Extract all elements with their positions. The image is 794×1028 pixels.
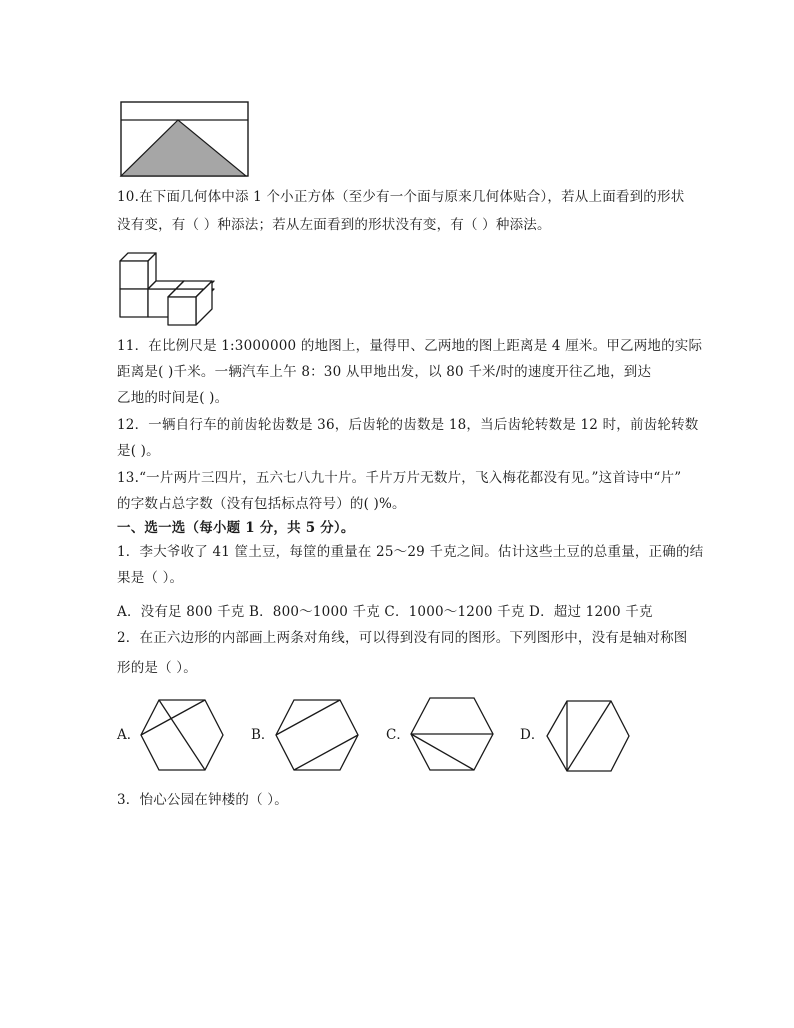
option-a-label: A．: [117, 727, 141, 743]
option-d-label: D．: [520, 727, 545, 743]
mc1-line1: 1．李大爷收了 41 筐土豆，每筐的重量在 25～29 千克之间。估计这些土豆的总重量，正确的结: [117, 544, 704, 560]
hexagon-option-c: [407, 694, 497, 774]
q10-line1: 10.在下面几何体中添 1 个小正方体（至少有一个面与原来几何体贴合），若从上面看到的形状: [117, 189, 685, 205]
q13-line1: 13.“一片两片三四片，五六七八九十片。千片万片无数片，飞入梅花都没有见。”这首诗中“片”: [117, 470, 682, 486]
q11-line3: 乙地的时间是( )。: [117, 390, 229, 406]
q11-line2: 距离是( )千米。一辆汽车上午 8：30 从甲地出发，以 80 千米/时的速度开往乙地，到达: [117, 364, 652, 380]
mc2-line2: 形的是（ ）。: [117, 660, 197, 676]
mc1-line2: 果是（ ）。: [117, 570, 184, 586]
q12-line2: 是( )。: [117, 443, 160, 459]
mc2-line1: 2．在正六边形的内部画上两条对角线，可以得到没有同的图形。下列图形中，没有是轴对称图: [117, 630, 688, 646]
rectangle-triangle-figure: [119, 100, 251, 180]
hexagon-option-a: [137, 696, 227, 774]
section-heading: 一、选一选（每小题 1 分，共 5 分）。: [117, 520, 355, 536]
q12-line1: 12．一辆自行车的前齿轮齿数是 36，后齿轮的齿数是 18，当后齿轮转数是 12 时，前齿轮转数: [117, 417, 699, 433]
cube-solid-figure: [114, 247, 218, 329]
q13-line2: 的字数占总字数（没有包括标点符号）的( )%。: [117, 496, 406, 512]
hexagon-option-b: [272, 696, 362, 774]
q11-line1: 11．在比例尺是 1:3000000 的地图上，量得甲、乙两地的图上距离是 4 厘米。甲乙两地的实际: [117, 338, 703, 354]
option-b-label: B．: [251, 727, 275, 743]
hexagon-option-d: [543, 697, 633, 775]
option-c-label: C．: [386, 727, 410, 743]
mc3-line1: 3．怡心公园在钟楼的（ ）。: [117, 792, 288, 808]
mc1-options: A．没有足 800 千克 B．800～1000 千克 C．1000～1200 千克 D．超过 1200 千克: [117, 604, 653, 620]
q10-line2: 没有变，有（ ）种添法；若从左面看到的形状没有变，有（ ）种添法。: [117, 217, 551, 233]
